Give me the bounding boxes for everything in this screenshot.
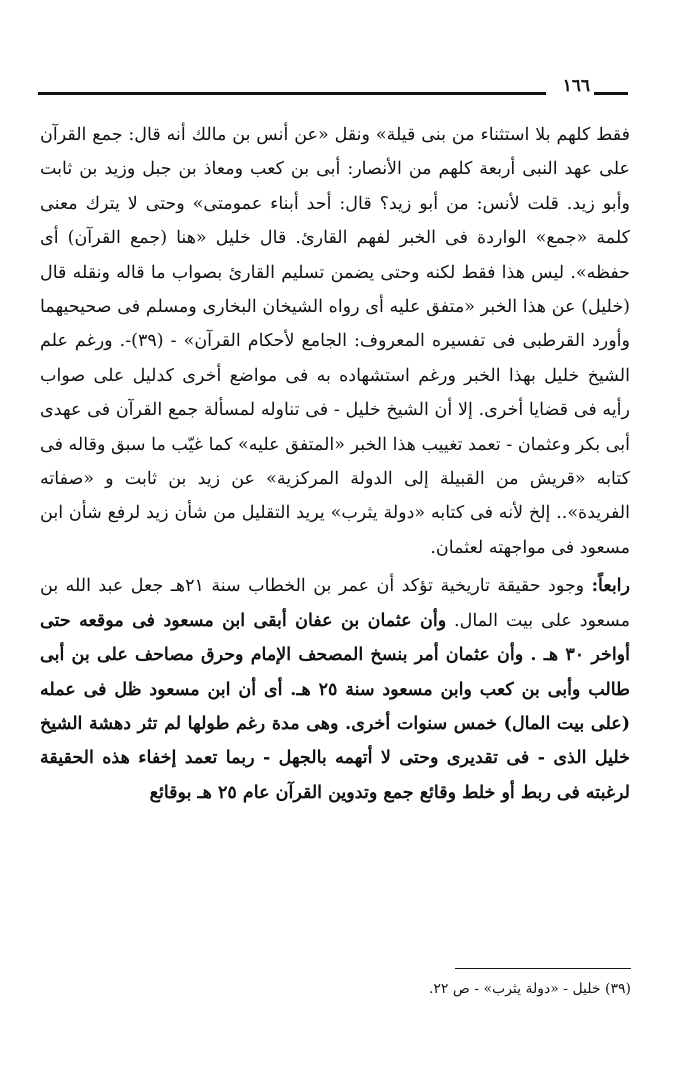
header-rule-short <box>594 92 628 95</box>
paragraph-2 <box>40 569 630 810</box>
paragraph-1: فقط كلهم بلا استثناء من بنى قيلة» ونقل «عن أنس بن مالك أنه قال: جمع القرآن على عهد النبى أربعة كلهم من الأنصار: أبى بن كعب ومعاذ بن جبل وزيد بن ثابت وأبو زيد. قلت لأنس: من أبو زيد؟ قال: أحد أبناء عمومتى» وحتى لا يترك معنى كلمة «جمع» الواردة فى الخبر لفهم القارئ. قال خليل «هنا (جمع القرآن) أى حفظه». ليس هذا فقط لكنه وحتى يضمن تسليم القارئ بصواب ما قاله ونقله قال (خليل) عن هذا الخبر «متفق عليه أى رواه الشيخان البخارى ومسلم فى صحيحيهما وأورد القرطبى فى تفسيره المعروف: الجامع لأحكام القرآن» - (٣٩)-. ورغم علم الشيخ خليل بهذا الخبر ورغم استشهاده به فى مواضع أخرى كدليل على صواب رأيه فى قضايا أخرى. إلا أن الشيخ خليل - فى تناوله لمسألة جمع القرآن فى عهدى أبى بكر وعثمان - تعمد تغييب هذا الخبر «المتفق عليه» كما غيّب ما سبق وقاله فى كتابه «قريش من القبيلة إلى الدولة المركزية» عن زيد بن ثابت و «صفاته الفريدة».. إلخ لأنه فى كتابه «دولة يثرب» يريد التقليل من شأن زيد لرفع شأن ابن مسعود فى مواجهته لعثمان. <box>40 125 630 558</box>
paragraph-2-bold: وأن عثمان بن عفان أبقى ابن مسعود فى موقعه حتى أواخر ٣٠ هـ . وأن عثمان أمر بنسخ المصحف الإمام وحرق مصاحف على بن أبى طالب وأبى بن كعب وابن مسعود سنة ٢٥ هـ. أى أن ابن مسعود ظل فى عمله (على بيت المال) خمس سنوات أخرى. وهى مدة رغم طولها لم تثر دهشة الشيخ خليل الذى - فى تقديرى وحتى لا أتهمه بالجهل - ربما تعمد إخفاء هذه الحقيقة لرغبته فى ربط أو خلط وقائع جمع وتدوين القرآن عام ٢٥ هـ بوقائع <box>40 610 630 803</box>
footnote: (٣٩) خليل - «دولة يثرب» - ص ٢٢. <box>428 981 631 997</box>
header-rule <box>38 92 546 95</box>
page-header <box>38 74 628 104</box>
footnote-rule <box>455 968 631 969</box>
body-text <box>40 118 630 810</box>
paragraph-2-lead: رابعاً: <box>591 576 630 597</box>
paragraph-2-normal: وجود حقيقة تاريخية تؤكد أن عمر بن الخطاب سنة ٢١هـ جعل عبد الله بن مسعود على بيت المال. <box>40 576 631 631</box>
page-number: ١٦٦ <box>562 76 590 96</box>
